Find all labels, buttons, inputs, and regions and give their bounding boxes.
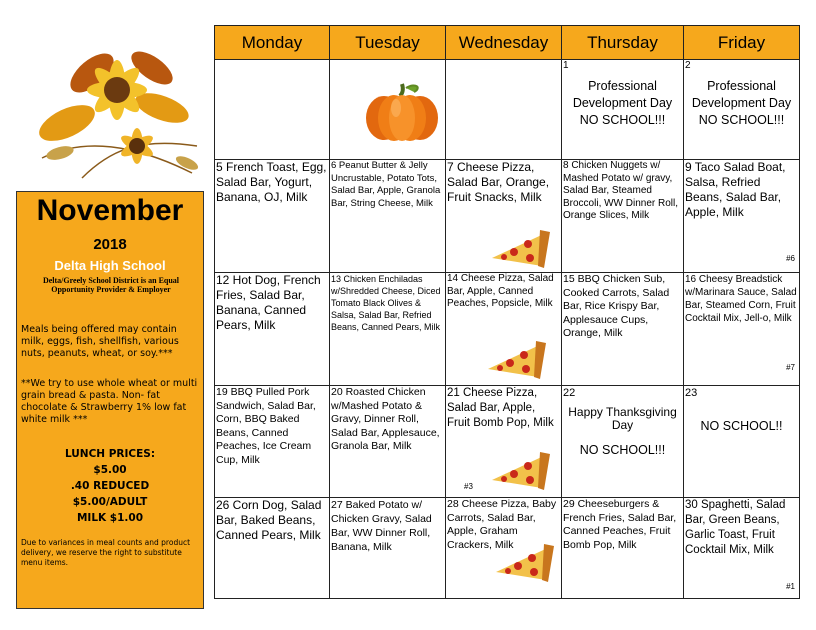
cell-week3-mon: 12 Hot Dog, French Fries, Salad Bar, Banana, Canned Pears, Milk xyxy=(214,272,330,386)
holiday-message: Happy Thanksgiving Day xyxy=(568,405,677,432)
year-label: 2018 xyxy=(93,236,127,253)
cell-week3-tue: 13 Chicken Enchiladas w/Shredded Cheese, Diced Tomato Black Olives & Salsa, Salad Bar, Refried Beans, Canned Pears, Milk xyxy=(329,272,446,386)
sunflower-leaves-art xyxy=(22,28,206,186)
pizza-slice-icon xyxy=(490,228,552,270)
cell-week1-fri xyxy=(683,59,800,160)
cell-week4-fri xyxy=(683,385,800,498)
cell-week5-thu: 29 Cheeseburgers & French Fries, Salad Bar, Canned Peaches, Fruit Bomb Pop, Milk xyxy=(561,497,684,599)
pumpkin-icon xyxy=(364,80,440,142)
cell-week5-fri xyxy=(683,497,800,599)
no-school-message: NO SCHOOL!! xyxy=(700,419,783,433)
menu-cycle-tag: #1 xyxy=(786,582,795,591)
cell-week2-wed xyxy=(445,159,562,273)
price-student: $5.00 xyxy=(93,464,127,476)
allergen-note: Meals being offered may contain milk, eggs, fish, shellfish, various nuts, peanuts, wheat, or soy.*** xyxy=(21,324,179,359)
no-school-message: Professional Development Day NO SCHOOL!!! xyxy=(691,79,792,127)
school-name: Delta High School xyxy=(54,258,166,273)
cell-week3-fri xyxy=(683,272,800,386)
header-tuesday: Tuesday xyxy=(329,25,446,60)
cell-week4-thu xyxy=(561,385,684,498)
cell-week3-thu: 15 BBQ Chicken Sub, Cooked Carrots, Salad Bar, Rice Krispy Bar, Applesauce Cups, Orange, Milk xyxy=(561,272,684,386)
menu-cycle-tag: #6 xyxy=(786,254,795,263)
header-friday: Friday xyxy=(683,25,800,60)
cell-week4-mon: 19 BBQ Pulled Pork Sandwich, Salad Bar, Corn, BBQ Baked Beans, Canned Peaches, Ice Cream Cup, Milk xyxy=(214,385,330,498)
menu-cycle-tag: #3 xyxy=(464,482,473,491)
prices-title: LUNCH PRICES: xyxy=(64,448,156,460)
menu-text: 28 Cheese Pizza, Baby Carrots, Salad Bar, Apple, Graham Crackers, Milk xyxy=(447,498,557,551)
cell-week2-mon: 5 French Toast, Egg, Salad Bar, Yogurt, Banana, OJ, Milk xyxy=(214,159,330,273)
day-number: 23 xyxy=(685,387,698,399)
cell-week2-thu: 8 Chicken Nuggets w/ Mashed Potato w/ gravy, Salad Bar, Steamed Broccoli, WW Dinner Roll, Orange Slices, Milk xyxy=(561,159,684,273)
cell-week4-wed xyxy=(445,385,562,498)
menu-text: 30 Spaghetti, Salad Bar, Green Beans, Garlic Toast, Fruit Cocktail Mix, Milk xyxy=(685,499,786,556)
header-monday: Monday xyxy=(214,25,330,60)
cell-week1-wed xyxy=(445,59,562,160)
menu-text: 14 Cheese Pizza, Salad Bar, Apple, Canned Peaches, Popsicle, Milk xyxy=(447,273,554,309)
cell-week5-mon: 26 Corn Dog, Salad Bar, Baked Beans, Canned Pears, Milk xyxy=(214,497,330,599)
substitution-disclaimer: Due to variances in meal counts and product delivery, we reserve the right to substitute menu items. xyxy=(21,538,191,567)
pizza-slice-icon xyxy=(486,339,548,381)
cell-week4-tue: 20 Roasted Chicken w/Mashed Potato & Gravy, Dinner Roll, Salad Bar, Applesauce, Granola Bar, Milk xyxy=(329,385,446,498)
day-number: 1 xyxy=(563,60,569,71)
cell-week3-wed xyxy=(445,272,562,386)
pizza-slice-icon xyxy=(494,542,556,584)
cell-week1-tue xyxy=(329,59,446,160)
day-number: 22 xyxy=(563,387,576,399)
cell-week1-mon xyxy=(214,59,330,160)
day-number: 2 xyxy=(685,60,691,71)
header-thursday: Thursday xyxy=(561,25,684,60)
menu-calendar xyxy=(214,25,800,599)
cell-week5-tue: 27 Baked Potato w/ Chicken Gravy, Salad Bar, WW Dinner Roll, Banana, Milk xyxy=(329,497,446,599)
info-sidebar xyxy=(16,191,204,609)
cell-week5-wed xyxy=(445,497,562,599)
menu-cycle-tag: #7 xyxy=(786,363,795,372)
month-title: November xyxy=(36,194,184,227)
cell-week1-thu xyxy=(561,59,684,160)
lunch-prices xyxy=(17,446,203,526)
cell-week2-tue: 6 Peanut Butter & Jelly Uncrustable, Potato Tots, Salad Bar, Apple, Granola Bar, String Cheese, Milk xyxy=(329,159,446,273)
district-statement: Delta/Greely School District is an Equal Opportunity Provider & Employer xyxy=(42,276,180,294)
menu-text: 21 Cheese Pizza, Salad Bar, Apple, Fruit Bomb Pop, Milk xyxy=(447,387,554,429)
price-reduced: .40 REDUCED xyxy=(70,480,150,492)
price-adult: $5.00/ADULT xyxy=(72,496,148,508)
menu-text: 7 Cheese Pizza, Salad Bar, Orange, Fruit Snacks, Milk xyxy=(447,160,550,204)
no-school-message: NO SCHOOL!!! xyxy=(579,443,666,457)
header-wednesday: Wednesday xyxy=(445,25,562,60)
grain-milk-note: **We try to use whole wheat or multi grain bread & pasta. Non- fat chocolate & Strawberry 1% low fat white milk *** xyxy=(21,378,198,425)
menu-text: 16 Cheesy Breadstick w/Marinara Sauce, Salad Bar, Steamed Corn, Fruit Cocktail Mix, Jell-o, Milk xyxy=(685,274,797,324)
menu-text: 9 Taco Salad Boat, Salsa, Refried Beans, Salad Bar, Apple, Milk xyxy=(685,160,786,219)
price-milk: MILK $1.00 xyxy=(76,512,144,524)
pizza-slice-icon xyxy=(490,450,552,492)
cell-week2-fri xyxy=(683,159,800,273)
no-school-message: Professional Development Day NO SCHOOL!!! xyxy=(572,79,673,127)
